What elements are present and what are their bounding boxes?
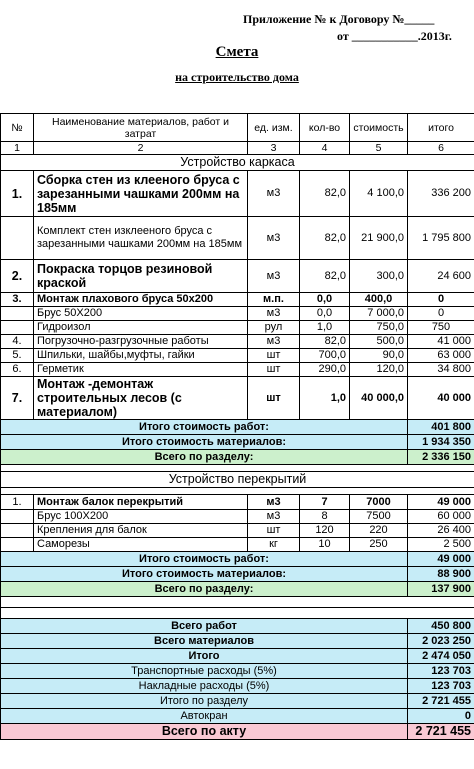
table-row xyxy=(1,538,474,552)
row-total: 34 800 xyxy=(408,363,474,377)
row-price: 40 000,0 xyxy=(350,377,408,420)
row-unit: м3 xyxy=(248,260,300,293)
col-number: 4 xyxy=(300,142,350,155)
row-unit: м3 xyxy=(248,495,300,510)
row-total: 750 xyxy=(408,321,474,335)
row-name: Покраска торцов резиновой краской xyxy=(34,260,248,293)
col-number: 5 xyxy=(350,142,408,155)
row-unit: м3 xyxy=(248,510,300,524)
section-title-row xyxy=(1,472,474,488)
row-name: Брус 50Х200 xyxy=(34,307,248,321)
spacer-row xyxy=(1,597,474,608)
row-name: Гидроизол xyxy=(34,321,248,335)
row-name: Крепления для балок xyxy=(34,524,248,538)
table-row xyxy=(1,171,474,217)
row-unit: шт xyxy=(248,524,300,538)
section-total-label: Всего по разделу: xyxy=(1,450,408,465)
table-row xyxy=(1,321,474,335)
row-qty: 290,0 xyxy=(300,363,350,377)
section-title-row xyxy=(1,155,474,171)
summary-label: Всего материалов xyxy=(1,634,408,649)
col-number: 1 xyxy=(1,142,34,155)
row-name: Саморезы xyxy=(34,538,248,552)
row-price: 90,0 xyxy=(350,349,408,363)
section-title: Устройство перекрытий xyxy=(1,472,474,488)
table-row xyxy=(1,335,474,349)
material-total-row xyxy=(1,567,474,582)
summary-value: 2 474 050 xyxy=(408,649,474,664)
row-price: 220 xyxy=(350,524,408,538)
summary-label: Автокран xyxy=(1,709,408,724)
section-total-row xyxy=(1,582,474,597)
row-qty: 10 xyxy=(300,538,350,552)
summary-value: 2 023 250 xyxy=(408,634,474,649)
doc-title: Смета xyxy=(215,44,259,60)
table-row xyxy=(1,524,474,538)
summary-value: 450 800 xyxy=(408,619,474,634)
row-qty: 82,0 xyxy=(300,260,350,293)
row-name: Монтаж -демонтаж строительных лесов (с материалом) xyxy=(34,377,248,420)
work-total-value: 401 800 xyxy=(408,420,474,435)
row-qty: 8 xyxy=(300,510,350,524)
row-total: 60 000 xyxy=(408,510,474,524)
grand-total-value: 2 721 455 xyxy=(408,724,474,740)
row-total: 0 xyxy=(408,293,474,307)
appendix-line: Приложение № к Договору №_____ xyxy=(243,12,435,26)
row-name: Комплект стен изклееного бруса с зарезанными чашками 200мм на 185мм xyxy=(34,217,248,260)
work-total-label: Итого стоимость работ: xyxy=(1,420,408,435)
table-row xyxy=(1,217,474,260)
section-total-value: 2 336 150 xyxy=(408,450,474,465)
work-total-label: Итого стоимость работ: xyxy=(1,552,408,567)
row-unit: шт xyxy=(248,377,300,420)
row-name: Монтаж плахового бруса 50х200 xyxy=(34,293,248,307)
table-row xyxy=(1,293,474,307)
summary-row xyxy=(1,649,474,664)
summary-value: 2 721 455 xyxy=(408,694,474,709)
row-total: 1 795 800 xyxy=(408,217,474,260)
row-total: 63 000 xyxy=(408,349,474,363)
row-unit: рул xyxy=(248,321,300,335)
row-number xyxy=(1,538,34,552)
material-total-row xyxy=(1,435,474,450)
summary-label: Итого по разделу xyxy=(1,694,408,709)
row-total: 2 500 xyxy=(408,538,474,552)
summary-label: Транспортные расходы (5%) xyxy=(1,664,408,679)
row-number xyxy=(1,321,34,335)
row-unit: м3 xyxy=(248,217,300,260)
row-unit: м3 xyxy=(248,335,300,349)
summary-value: 123 703 xyxy=(408,679,474,694)
table-row xyxy=(1,349,474,363)
work-total-row xyxy=(1,420,474,435)
row-number: 2. xyxy=(1,260,34,293)
row-name: Сборка стен из клееного бруса с зарезанными чашками 200мм на 185мм xyxy=(34,171,248,217)
row-price: 7500 xyxy=(350,510,408,524)
summary-label: Всего работ xyxy=(1,619,408,634)
grand-total-label: Всего по акту xyxy=(1,724,408,740)
grand-total-row xyxy=(1,724,474,740)
row-number: 3. xyxy=(1,293,34,307)
row-number xyxy=(1,510,34,524)
summary-row xyxy=(1,619,474,634)
col-header-unit: ед. изм. xyxy=(248,114,300,142)
row-name: Шпильки, шайбы,муфты, гайки xyxy=(34,349,248,363)
row-qty: 82,0 xyxy=(300,217,350,260)
col-header-name: Наименование материалов, работ и затрат xyxy=(34,114,248,142)
summary-label: Итого xyxy=(1,649,408,664)
row-qty: 1,0 xyxy=(300,321,350,335)
row-qty: 7 xyxy=(300,495,350,510)
work-total-value: 49 000 xyxy=(408,552,474,567)
summary-row xyxy=(1,694,474,709)
doc-subtitle: на строительство дома xyxy=(175,70,299,84)
row-number xyxy=(1,217,34,260)
section-title: Устройство каркаса xyxy=(1,155,474,171)
col-header-qty: кол-во xyxy=(300,114,350,142)
row-qty: 120 xyxy=(300,524,350,538)
summary-row xyxy=(1,664,474,679)
row-unit: шт xyxy=(248,363,300,377)
material-total-value: 1 934 350 xyxy=(408,435,474,450)
section-total-label: Всего по разделу: xyxy=(1,582,408,597)
row-unit: м3 xyxy=(248,171,300,217)
summary-row xyxy=(1,709,474,724)
row-qty: 82,0 xyxy=(300,171,350,217)
col-number: 3 xyxy=(248,142,300,155)
row-qty: 1,0 xyxy=(300,377,350,420)
row-qty: 700,0 xyxy=(300,349,350,363)
date-line: от ___________.2013г. xyxy=(337,29,452,43)
row-total: 24 600 xyxy=(408,260,474,293)
summary-row xyxy=(1,679,474,694)
row-price: 250 xyxy=(350,538,408,552)
row-name: Погрузочно-разгрузочные работы xyxy=(34,335,248,349)
col-header-total: итого xyxy=(408,114,474,142)
material-total-value: 88 900 xyxy=(408,567,474,582)
row-number: 7. xyxy=(1,377,34,420)
row-price: 7000 xyxy=(350,495,408,510)
row-number: 4. xyxy=(1,335,34,349)
col-header-no: № xyxy=(1,114,34,142)
spacer-row xyxy=(1,608,474,619)
spacer-row xyxy=(1,488,474,495)
row-price: 4 100,0 xyxy=(350,171,408,217)
row-unit: м.п. xyxy=(248,293,300,307)
row-qty: 82,0 xyxy=(300,335,350,349)
row-unit: кг xyxy=(248,538,300,552)
row-name: Брус 100Х200 xyxy=(34,510,248,524)
row-name: Герметик xyxy=(34,363,248,377)
table-row xyxy=(1,363,474,377)
table-header xyxy=(1,114,474,142)
row-price: 400,0 xyxy=(350,293,408,307)
summary-value: 0 xyxy=(408,709,474,724)
row-total: 41 000 xyxy=(408,335,474,349)
table-row xyxy=(1,495,474,510)
row-total: 26 400 xyxy=(408,524,474,538)
material-total-label: Итого стоимость материалов: xyxy=(1,567,408,582)
row-number xyxy=(1,524,34,538)
row-number: 1. xyxy=(1,171,34,217)
material-total-label: Итого стоимость материалов: xyxy=(1,435,408,450)
row-price: 120,0 xyxy=(350,363,408,377)
row-total: 49 000 xyxy=(408,495,474,510)
work-total-row xyxy=(1,552,474,567)
row-price: 21 900,0 xyxy=(350,217,408,260)
row-qty: 0,0 xyxy=(300,293,350,307)
col-number: 6 xyxy=(408,142,474,155)
row-number: 1. xyxy=(1,495,34,510)
section-total-value: 137 900 xyxy=(408,582,474,597)
row-number xyxy=(1,307,34,321)
spacer-row xyxy=(1,465,474,472)
column-numbers xyxy=(1,142,474,155)
row-unit: шт xyxy=(248,349,300,363)
summary-label: Накладные расходы (5%) xyxy=(1,679,408,694)
table-row xyxy=(1,260,474,293)
table-row xyxy=(1,307,474,321)
row-price: 300,0 xyxy=(350,260,408,293)
summary-row xyxy=(1,634,474,649)
row-qty: 0,0 xyxy=(300,307,350,321)
row-total: 0 xyxy=(408,307,474,321)
col-header-price: стоимость xyxy=(350,114,408,142)
estimate-table xyxy=(0,113,474,740)
col-number: 2 xyxy=(34,142,248,155)
row-number: 5. xyxy=(1,349,34,363)
table-row xyxy=(1,510,474,524)
row-total: 336 200 xyxy=(408,171,474,217)
row-unit: м3 xyxy=(248,307,300,321)
section-total-row xyxy=(1,450,474,465)
row-price: 7 000,0 xyxy=(350,307,408,321)
row-total: 40 000 xyxy=(408,377,474,420)
row-number: 6. xyxy=(1,363,34,377)
summary-value: 123 703 xyxy=(408,664,474,679)
table-row xyxy=(1,377,474,420)
row-name: Монтаж балок перекрытий xyxy=(34,495,248,510)
row-price: 750,0 xyxy=(350,321,408,335)
row-price: 500,0 xyxy=(350,335,408,349)
